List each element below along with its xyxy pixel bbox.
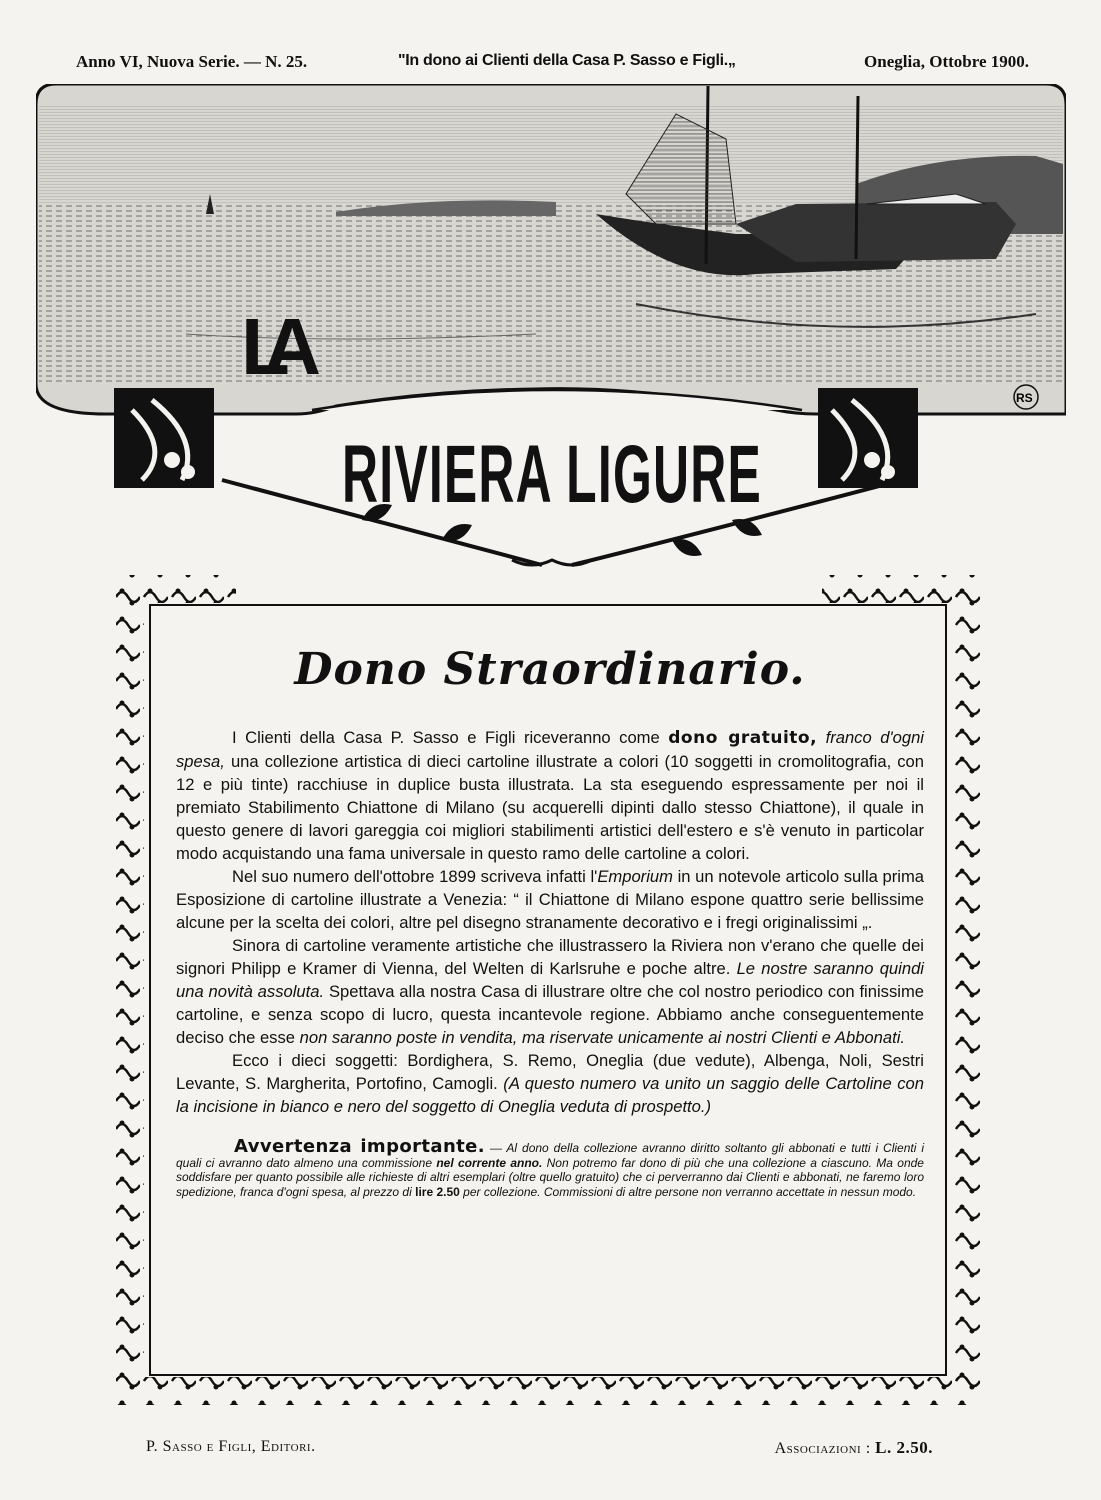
p1-bold: dono gratuito, (668, 728, 818, 748)
issue-header (0, 48, 1101, 78)
p2-text-b: in un notevole articolo sulla prima Esposizione di cartoline illustrate a Venezia: “ il Chiattone di Milano espone quattro serie bellissime alcune per la scelta dei colori, altre pel disegno stranamente decorativo e i fregi originalissimi „. (176, 867, 924, 932)
paragraph-3 (176, 934, 924, 1049)
masthead-title: RIVIERA LIGURE (342, 429, 762, 520)
publisher: P. Sasso e Figli, Editori. (146, 1438, 316, 1455)
paragraph-4 (176, 1049, 924, 1118)
p3-italic-1: Le nostre saranno quindi una novità assoluta. (176, 959, 924, 1001)
issue-number: Anno VI, Nuova Serie. — N. 25. (76, 52, 308, 71)
notice-text-1: — Al dono della collezione avranno diritto soltanto gli abbonati e tutti i Clienti i quali ci avranno dato almeno una commissione (176, 1141, 924, 1170)
notice-text-3: per collezione. Commissioni di altre persone non verranno accettate in nessun modo. (459, 1184, 917, 1199)
p1-text-a: I Clienti della Casa P. Sasso e Figli riceveranno come (232, 728, 669, 747)
paragraph-1 (176, 726, 924, 865)
p1-text-b: una collezione artistica di dieci cartoline illustrate a colori (10 soggetti in cromolitografia, con 12 e più tinte) racchiuse in duplice busta illustrata. La sta eseguendo espressamente per noi il premiato Stabilimento Chiattone di Milano (su acquerelli dipinti dallo stesso Chiattone), il quale in questo genere di lavori gareggia coi migliori stabilimenti artistici dell'estero e s'è venuto in particolar modo acquistando una fama universale in questo ramo delle cartoline a colori. (176, 752, 924, 863)
left-ornament (114, 388, 214, 488)
right-ornament (818, 388, 918, 488)
masthead-la: LA (241, 302, 321, 391)
monogram-text: RS (1016, 391, 1033, 405)
p4-italic: (A questo numero va unito un saggio delle Cartoline con la incisione in bianco e nero del soggetto di Oneglia veduta di prospetto.) (176, 1074, 924, 1116)
notice-heading: Avvertenza importante. (234, 1136, 486, 1157)
p4-text-a: Ecco i dieci soggetti: Bordighera, S. Remo, Oneglia (due vedute), Albenga, Noli, Sestri Levante, S. Margherita, Portofino, Camogli. (176, 1051, 924, 1093)
notice-bold-1: nel corrente anno. (436, 1155, 543, 1170)
p3-italic-2: non saranno poste in vendita, ma riservate unicamente ai nostri Clienti e Abbonati. (299, 1028, 906, 1047)
article-title: Dono Straordinario. (294, 644, 806, 695)
p2-italic: Emporium (597, 867, 673, 886)
important-notice (176, 1136, 924, 1199)
article-body (176, 630, 924, 1199)
dedication-line: "In dono ai Clienti della Casa P. Sasso e Figli.„ (398, 52, 736, 69)
p2-text-a: Nel suo numero dell'ottobre 1899 scriveva infatti l' (232, 867, 598, 886)
p3-text-a: Sinora di cartoline veramente artistiche che illustrassero la Riviera non v'erano che quelle dei signori Philipp e Kramer di Vienna, del Welten di Karlsruhe e poche altre. (176, 936, 924, 978)
notice-text-2: Non potremo far dono di più che una collezione a ciascuno. Ma onde soddisfare per quanto possibile alle richieste di altri esemplari (oltre quello gratuito) che ci perverranno dai Clienti e abbonati, ne faremo loro spedizione, franca d'ogni spesa, al prezzo di (176, 1155, 924, 1199)
p1-italic: franco d'ogni spesa, (176, 728, 924, 771)
place-date: Oneglia, Ottobre 1900. (864, 52, 1029, 71)
harbor-illustration (36, 84, 1066, 424)
subscription-label: Associazioni : (774, 1440, 876, 1457)
subscription (775, 1438, 933, 1458)
notice-bold-2: lire 2.50 (415, 1184, 460, 1199)
page-footer (0, 1435, 1101, 1465)
p3-text-b: Spettava alla nostra Casa di illustrare oltre che col nostro periodico con finissime cartoline, e senza scopo di lucro, questa incantevole regione. Abbiamo anche conseguentemente deciso che esse (176, 982, 924, 1047)
paragraph-2 (176, 865, 924, 934)
subscription-price: L. 2.50. (875, 1438, 933, 1457)
